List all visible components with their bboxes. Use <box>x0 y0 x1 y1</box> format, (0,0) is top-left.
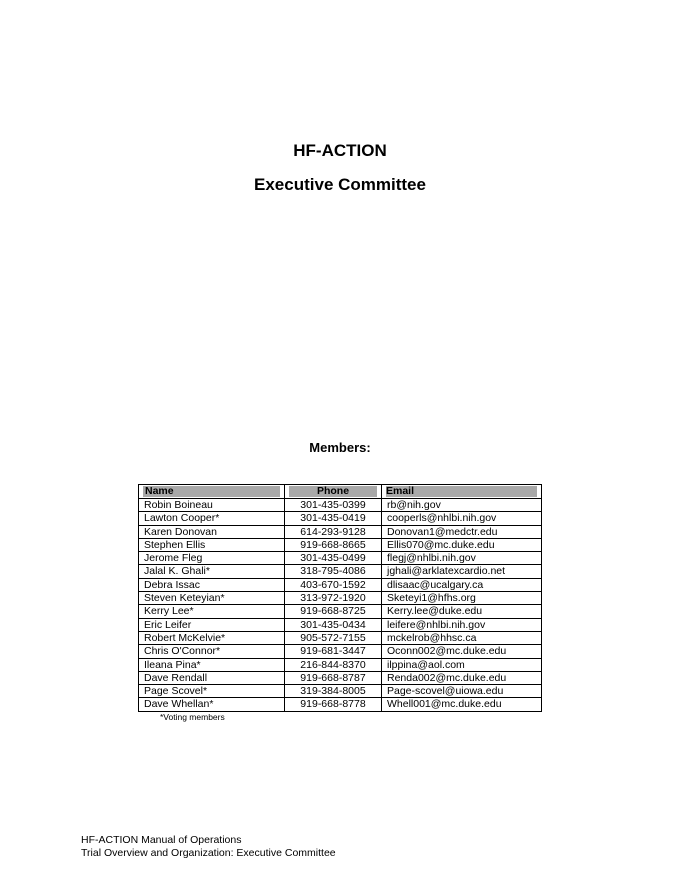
document-subtitle: Executive Committee <box>254 175 426 194</box>
member-name-cell: Stephen Ellis <box>139 538 285 551</box>
footer-section-title: Trial Overview and Organization: Executive Committee <box>81 847 336 859</box>
member-name-cell: Dave Rendall <box>139 671 285 684</box>
member-phone-cell: 301-435-0499 <box>285 552 382 565</box>
member-phone-cell: 403-670-1592 <box>285 578 382 591</box>
member-phone-cell: 614-293-9128 <box>285 525 382 538</box>
member-phone-cell: 919-668-8725 <box>285 605 382 618</box>
members-heading: Members: <box>309 440 371 455</box>
member-phone-cell: 905-572-7155 <box>285 631 382 644</box>
member-phone-cell: 319-384-8005 <box>285 685 382 698</box>
member-email-cell: Renda002@mc.duke.edu <box>382 671 542 684</box>
member-name-cell: Lawton Cooper* <box>139 512 285 525</box>
member-phone-cell: 301-435-0399 <box>285 499 382 512</box>
member-name-cell: Kerry Lee* <box>139 605 285 618</box>
voting-members-note: *Voting members <box>160 712 225 722</box>
member-name-cell: Chris O'Connor* <box>139 645 285 658</box>
member-email-cell: leifere@nhlbi.nih.gov <box>382 618 542 631</box>
member-name-cell: Page Scovel* <box>139 685 285 698</box>
member-name-cell: Jerome Fleg <box>139 552 285 565</box>
table-row <box>139 592 542 605</box>
member-phone-cell: 313-972-1920 <box>285 592 382 605</box>
column-header-email: Email <box>382 485 542 499</box>
member-phone-cell: 919-668-8778 <box>285 698 382 711</box>
table-row <box>139 605 542 618</box>
table-row <box>139 671 542 684</box>
member-name-cell: Eric Leifer <box>139 618 285 631</box>
table-row <box>139 499 542 512</box>
table-row <box>139 631 542 644</box>
member-name-cell: Ileana Pina* <box>139 658 285 671</box>
table-row <box>139 685 542 698</box>
table-row <box>139 645 542 658</box>
members-table <box>138 484 542 712</box>
table-row <box>139 565 542 578</box>
member-email-cell: cooperls@nhlbi.nih.gov <box>382 512 542 525</box>
member-email-cell: Sketeyi1@hfhs.org <box>382 592 542 605</box>
member-phone-cell: 301-435-0419 <box>285 512 382 525</box>
table-row <box>139 698 542 711</box>
table-row <box>139 552 542 565</box>
member-phone-cell: 919-668-8665 <box>285 538 382 551</box>
table-row <box>139 618 542 631</box>
member-email-cell: rb@nih.gov <box>382 499 542 512</box>
member-email-cell: mckelrob@hhsc.ca <box>382 631 542 644</box>
footer-manual-title: HF-ACTION Manual of Operations <box>81 834 242 846</box>
member-name-cell: Robert McKelvie* <box>139 631 285 644</box>
member-phone-cell: 318-795-4086 <box>285 565 382 578</box>
member-name-cell: Jalal K. Ghali* <box>139 565 285 578</box>
member-email-cell: jghali@arklatexcardio.net <box>382 565 542 578</box>
member-email-cell: Donovan1@medctr.edu <box>382 525 542 538</box>
column-header-name: Name <box>139 485 285 499</box>
member-email-cell: flegj@nhlbi.nih.gov <box>382 552 542 565</box>
table-row <box>139 525 542 538</box>
member-email-cell: Kerry.lee@duke.edu <box>382 605 542 618</box>
member-phone-cell: 216-844-8370 <box>285 658 382 671</box>
member-name-cell: Debra Issac <box>139 578 285 591</box>
member-phone-cell: 919-681-3447 <box>285 645 382 658</box>
column-header-phone: Phone <box>285 485 382 499</box>
table-row <box>139 578 542 591</box>
member-phone-cell: 301-435-0434 <box>285 618 382 631</box>
member-name-cell: Dave Whellan* <box>139 698 285 711</box>
member-email-cell: Ellis070@mc.duke.edu <box>382 538 542 551</box>
member-name-cell: Karen Donovan <box>139 525 285 538</box>
member-email-cell: Whell001@mc.duke.edu <box>382 698 542 711</box>
table-header-row <box>139 485 542 499</box>
document-title: HF-ACTION <box>293 141 387 160</box>
member-email-cell: ilppina@aol.com <box>382 658 542 671</box>
table-row <box>139 538 542 551</box>
members-table-body <box>139 499 542 712</box>
member-email-cell: Page-scovel@uiowa.edu <box>382 685 542 698</box>
member-phone-cell: 919-668-8787 <box>285 671 382 684</box>
member-email-cell: dlisaac@ucalgary.ca <box>382 578 542 591</box>
table-row <box>139 512 542 525</box>
table-row <box>139 658 542 671</box>
member-name-cell: Robin Boineau <box>139 499 285 512</box>
member-email-cell: Oconn002@mc.duke.edu <box>382 645 542 658</box>
member-name-cell: Steven Keteyian* <box>139 592 285 605</box>
